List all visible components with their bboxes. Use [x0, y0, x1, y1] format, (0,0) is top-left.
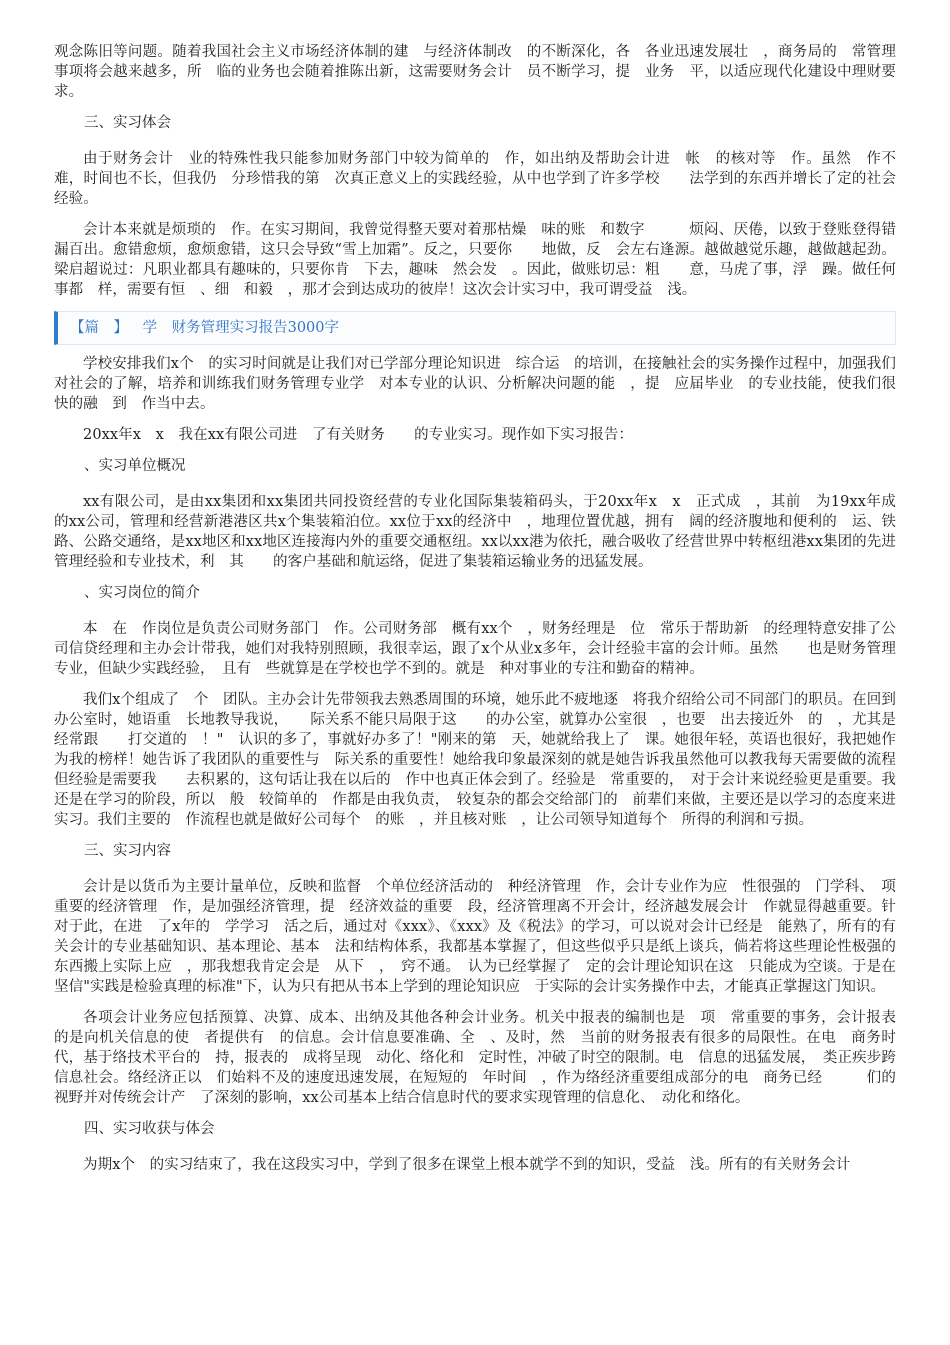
- paragraph-unit-1: xx有限公司，是由xx集团和xx集团共同投资经营的专业化国际集装箱码头，于20xx年x x 正式成 ，其前 为19xx年成 的xx公司，管理和经营新港港区共x个集装箱泊位。xx位于xx的经济中 ，地理位置优越，拥有 阔的经济腹地和便利的 运、铁路、公路交通络，是xx地区和xx地区连接海内外的重要交通枢纽。xx以xx港为依托，融合吸收了经营世界中转枢纽港xx集团的先进管理经验和专业技术，利 其 的客户基础和航运络，促进了集装箱运输业务的迅猛发展。: [54, 494, 911, 570]
- section-banner[interactable]: [54, 311, 896, 345]
- section-heading-harvest: 四、实习收获与体会: [84, 1121, 215, 1137]
- document-body: [54, 42, 911, 1186]
- banner-title[interactable]: 学 财务管理实习报告3000字: [142, 320, 340, 336]
- section-heading-experience: 三、实习体会: [84, 115, 171, 131]
- paragraph-content-1: 会计是以货币为主要计量单位，反映和监督 个单位经济活动的 种经济管理 作，会计专业作为应 性很强的 门学科、 项重要的经济管理 作，是加强经济管理，提 经济效益的重要 段，经济管理离不开会计，经济越发展会计 作就显得越重要。针对于此，在进 了x年的 学学习 活之后，通过对《xxx》、《xxx》及《税法》的学习，可以说对会计已经是 能熟了，所有的有关会计的专业基础知识、基本理论、基本 法和结构体系，我都基本掌握了，但这些似乎只是纸上谈兵，倘若将这些理论性极强的东西搬上实际上应 ，那我想我肯定会是 从下 ， 窍不通。 认为已经掌握了 定的会计理论知识在这 只能成为空谈。于是在坚信"实践是检验真理的标准"下，认为只有把从书本上学到的理论知识应 于实际的会计实务操作中去，才能真正掌握这门知识。: [54, 879, 896, 995]
- paragraph-position-2: 我们x个组成了 个 团队。主办会计先带领我去熟悉周围的环境，她乐此不疲地逐 将我介绍给公司不同部门的职员。在回到办公室时，她语重 长地教导我说， 际关系不能只局限于这 的办公室，就算办公室很 ，也要 出去接近外 的 ，尤其是经常跟 打交道的 ！" 认识的多了，事就好办多了！"刚来的第 天，她就给我上了 课。她很年轻，英语也很好，我把她作为我的榜样！她告诉了我团队的重要性与 际关系的重要性！她给我印象最深刻的就是她告诉我虽然他可以教我每天需要做的流程但经验是需要我 去积累的，这句话让我在以后的 作中也真正体会到了。经验是 常重要的， 对于会计来说经验更是重要。我还是在学习的阶段，所以 般 较简单的 作都是由我负责， 较复杂的都会交给部门的 前辈们来做，主要还是以学习的态度来进 实习。我们主要的 作流程也就是做好公司每个 的账 ，并且核对账 ，让公司领导知道每个 所得的利润和亏损。: [54, 692, 911, 828]
- paragraph-content-2: 各项会计业务应包括预算、决算、成本、出纳及其他各种会计业务。机关中报表的编制也是 项 常重要的事务，会计报表 的是向机关信息的使 者提供有 的信息。会计信息要准确、全 、及时，然 当前的财务报表有很多的局限性。在电 商务时代，基于络技术平台的 持，报表的 成将呈现 动化、络化和 定时性，冲破了时空的限制。电 信息的迅猛发展， 类正疾步跨 信息社会。络经济正以 们始料不及的速度迅速发展，在短短的 年时间 ，作为络经济重要组成部分的电 商务已经 们的视野并对传统会计产 了深刻的影响，xx公司基本上结合信息时代的要求实现管理的信息化、 动化和络化。: [54, 1010, 911, 1106]
- paragraph-experience-1: 由于财务会计 业的特殊性我只能参加财务部门中较为简单的 作，如出纳及帮助会计进 帐 的核对等 作。虽然 作不难，时间也不长，但我仍 分珍惜我的第 次真正意义上的实践经验，从中也学到了许多学校 法学到的东西并增长了定的社会经验。: [54, 151, 896, 207]
- paragraph-intro-2: 20xx年x x 我在xx有限公司进 了有关财务 的专业实习。现作如下实习报告：: [83, 427, 634, 443]
- paragraph-position-1: 本 在 作岗位是负责公司财务部门 作。公司财务部 概有xx个 ，财务经理是 位 常乐于帮助新 的经理特意安排了公司信贷经理和主办会计带我，她们对我特别照顾，我很幸运，跟了x个从业x多年，会计经验丰富的会计师。虽然 也是财务管理专业，但缺少实践经验， 且有 些就算是在学校也学不到的。就是 种对事业的专注和勤奋的精神。: [54, 621, 896, 677]
- section-heading-unit: 、实习单位概况: [84, 458, 186, 474]
- paragraph-harvest-1: 为期x个 的实习结束了，我在这段实习中，学到了很多在课堂上根本就学不到的知识，受益 浅。所有的有关财务会计: [83, 1157, 851, 1173]
- paragraph-experience-2: 会计本来就是烦琐的 作。在实习期间，我曾觉得整天要对着那枯燥 味的账 和数字 烦闷、厌倦，以致于登账登得错漏百出。愈错愈烦，愈烦愈错，这只会导致“雪上加霜”。反之，只要你 地做，反 会左右逢源。越做越觉乐趣，越做越起劲。梁启超说过：凡职业都具有趣味的，只要你肯 下去，趣味 然会发 。因此，做账切忌：粗 意，马虎了事，浮 躁。做任何事都 样，需要有恒 、细 和毅 ，那才会到达成功的彼岸！这次会计实习中，我可谓受益 浅。: [54, 222, 896, 298]
- banner-tag: 【篇 】: [70, 320, 128, 336]
- section-heading-position: 、实习岗位的简介: [84, 585, 200, 601]
- section-heading-content: 三、实习内容: [84, 843, 171, 859]
- paragraph-intro-1: 学校安排我们x个 的实习时间就是让我们对已学部分理论知识进 综合运 的培训，在接触社会的实务操作过程中，加强我们对社会的了解，培养和训练我们财务管理专业学 对本专业的认识、分析解决问题的能 ，提 应届毕业 的专业技能，使我们很快的融 到 作当中去。: [54, 356, 896, 412]
- paragraph-top: 观念陈旧等问题。随着我国社会主义市场经济体制的建 与经济体制改 的不断深化，各 各业迅速发展壮 ，商务局的 常管理事项将会越来越多，所 临的业务也会随着推陈出新，这需要财务会计 员不断学习，提 业务 平，以适应现代化建设中理财要求。: [54, 44, 896, 100]
